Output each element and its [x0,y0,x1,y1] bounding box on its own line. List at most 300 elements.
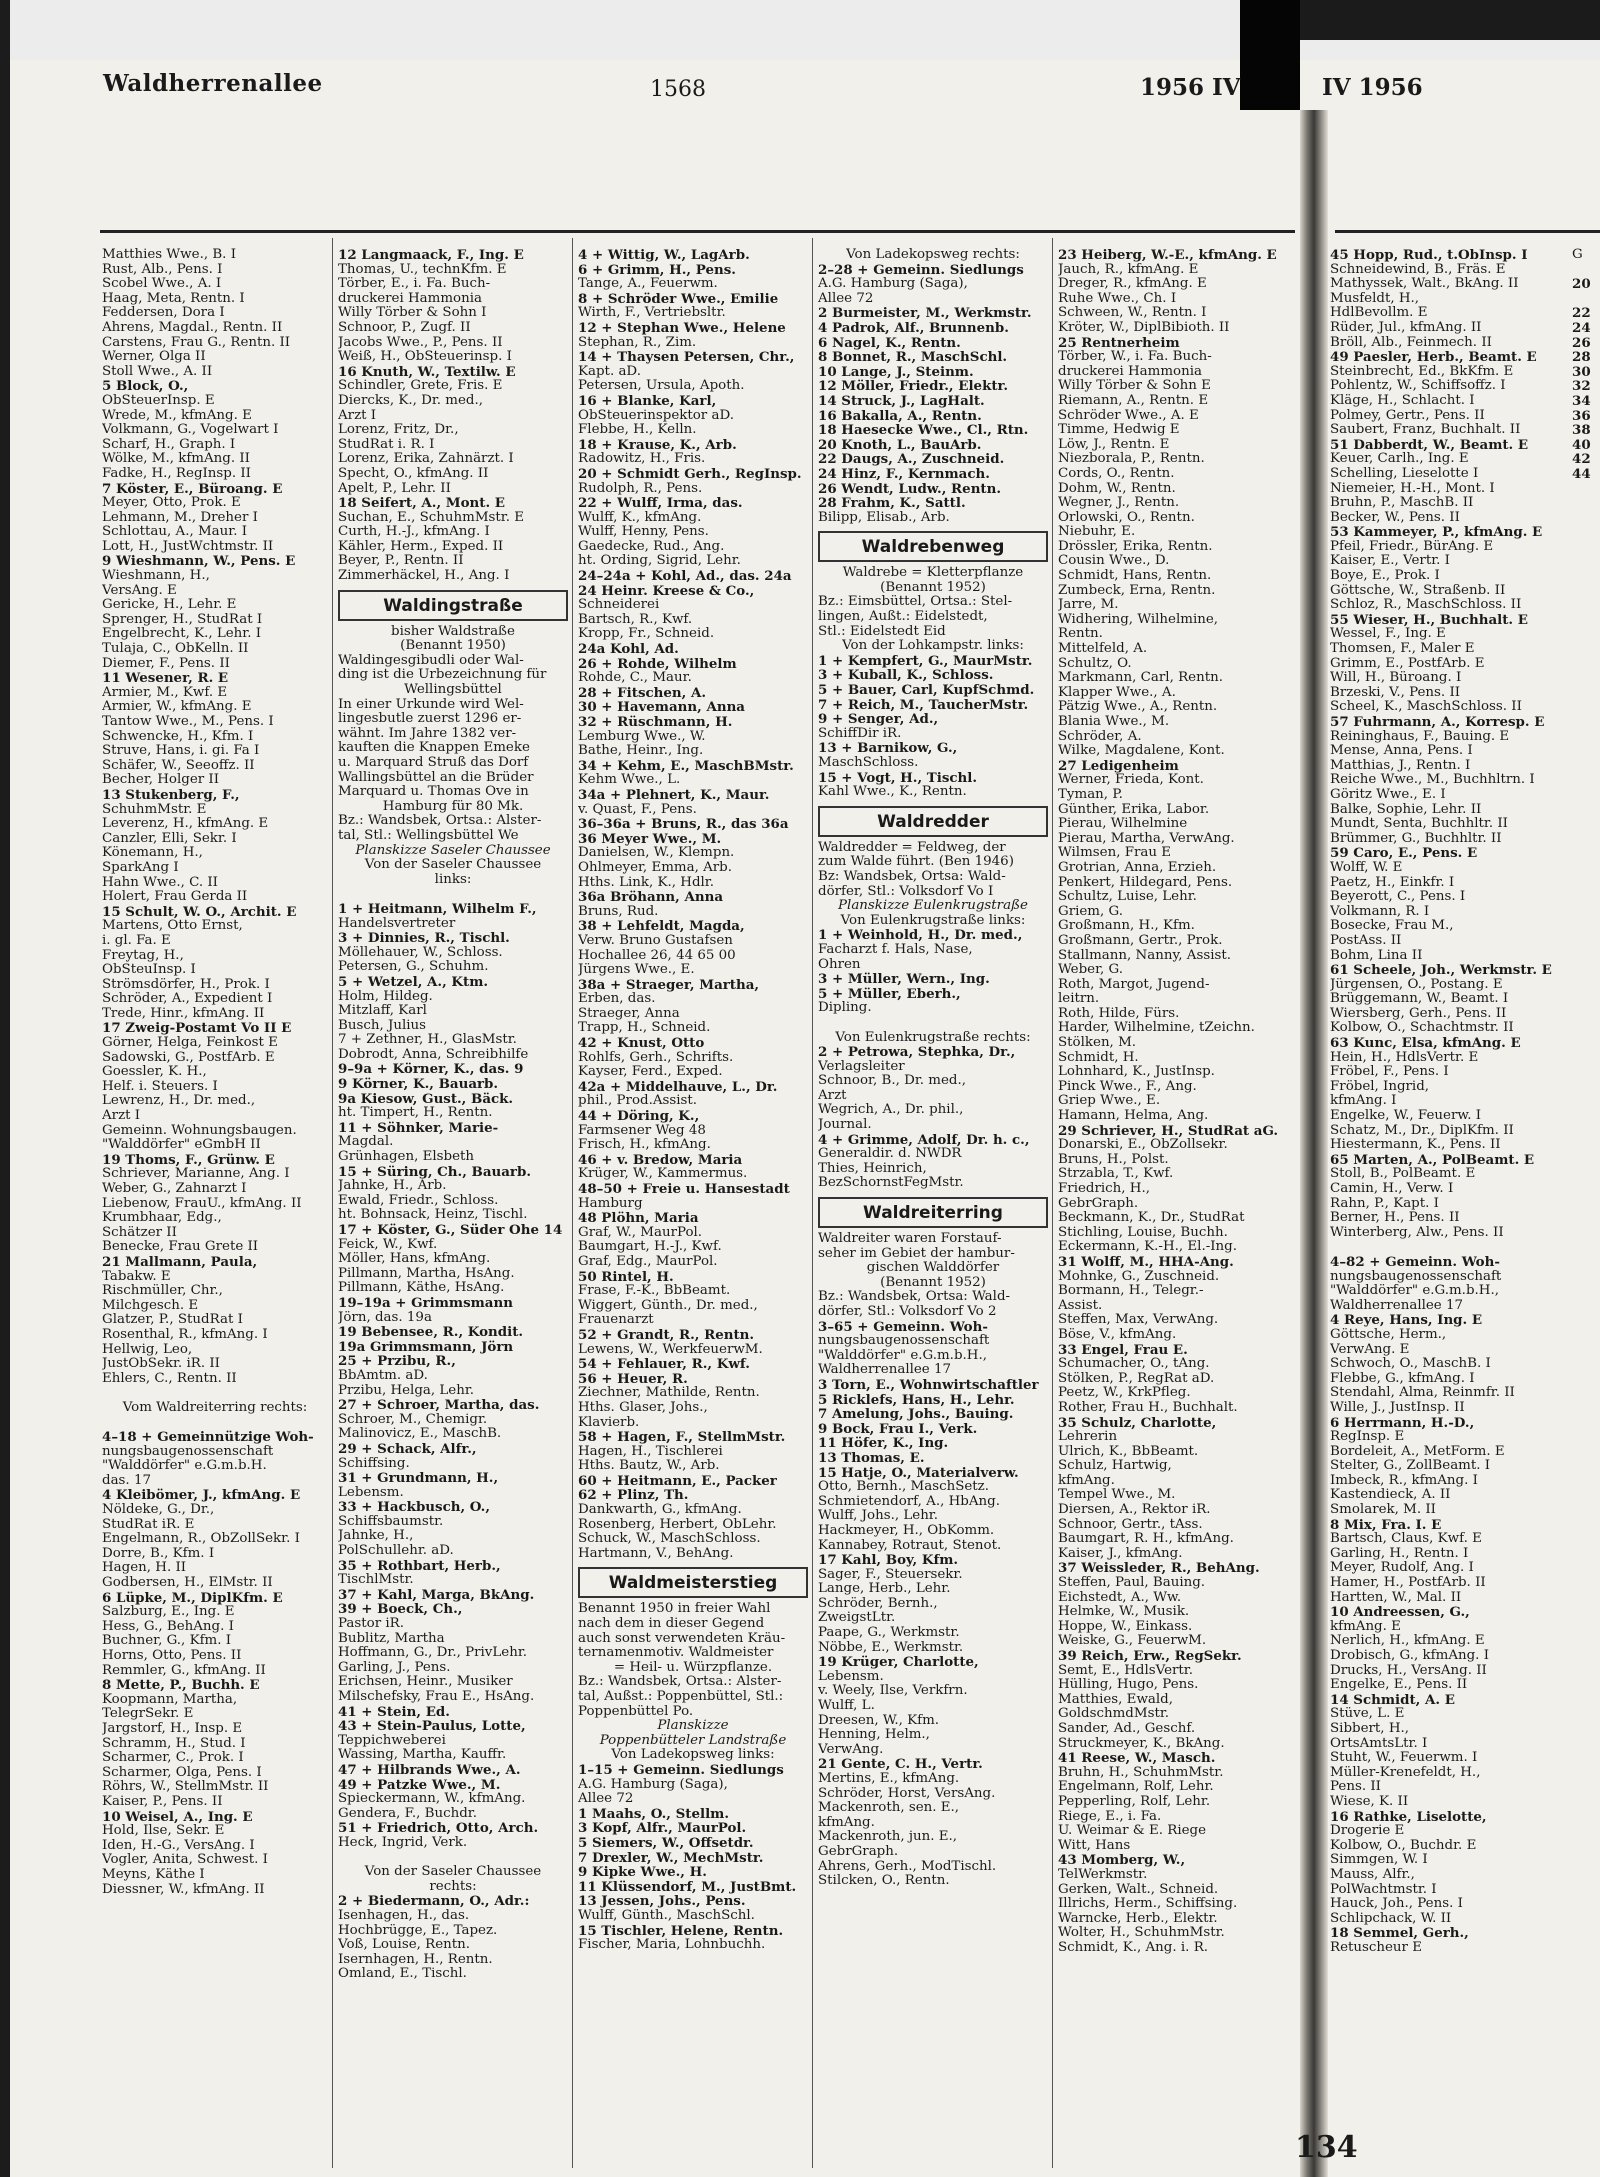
directory-entry: 54 + Fehlauer, R., Kwf. [578,1357,750,1372]
directory-entry: Farmsener Weg 48 [578,1123,706,1138]
directory-entry: 25 Rentnerheim [1058,335,1180,351]
directory-entry: Blania Wwe., M. [1058,715,1170,729]
column-divider [812,238,813,2168]
directory-entry: druckerei Hammonia [1058,364,1203,379]
directory-entry: Leverenz, H., kfmAng. E [102,817,269,832]
directory-entry: 12 Langmaack, F., Ing. E [338,248,524,263]
directory-entry: Hartmann, V., BehAng. [578,1546,734,1561]
directory-entry: Sadowski, G., PostfArb. E [102,1050,275,1065]
directory-column [578,248,808,1953]
directory-entry: JustObSekr. iR. II [102,1357,220,1372]
directory-entry: Kähler, Herm., Exped. II [338,539,504,554]
directory-entry: Lorenz, Fritz, Dr., [338,423,459,438]
directory-entry: 9 + Senger, Ad., [818,712,939,727]
directory-entry: Willy Törber & Sohn I [338,306,487,321]
directory-entry: Bosecke, Frau M., [1330,919,1454,934]
directory-entry: Planskizze [657,1719,729,1734]
directory-entry: Trede, Hinr., kfmAng. II [102,1006,265,1021]
directory-entry: 56 + Heuer, R. [578,1371,688,1387]
directory-entry: Tyman, P. [1058,787,1123,802]
directory-entry: Tantow Wwe., M., Pens. I [102,715,274,729]
directory-entry: Retuscheur E [1330,1940,1422,1955]
directory-entry: Wölke, M., kfmAng. II [102,452,250,467]
directory-entry: Reiche Wwe., M., Buchhltrn. I [1330,773,1535,788]
directory-entry: Otto, Bernh., MaschSetz. [818,1480,989,1495]
directory-entry: Fadke, H., RegInsp. II [102,466,251,481]
directory-entry: Möllehauer, W., Schloss. [338,945,503,960]
directory-entry: 22 + Wulff, Irma, das. [578,496,743,511]
directory-entry: Magdal. [338,1135,394,1150]
directory-entry: 16 Bakalla, A., Rentn. [818,408,982,424]
directory-entry: Frisch, H., kfmAng. [578,1138,711,1153]
directory-entry: Mohnke, G., Zuschneid. [1058,1269,1220,1284]
directory-entry: Helf. i. Steuers. I [102,1079,218,1094]
directory-entry: Wulff, K., kfmAng. [578,510,702,525]
directory-entry: Poppenbüttel Po. [578,1704,694,1719]
directory-entry: 9 Kipke Wwe., H. [578,1865,707,1880]
directory-entry: Becher, Holger II [102,773,220,788]
directory-entry: 17 Zweig-Postamt Vo II E [102,1021,292,1037]
directory-entry: Jargstorf, H., Insp. E [102,1721,243,1736]
directory-entry: 3–65 + Gemeinn. Woh- [818,1319,988,1335]
directory-entry: Widhering, Wilhelmine, [1058,612,1219,627]
running-header-year-right: IV 1956 [1322,74,1423,101]
directory-entry: ObSteuerInsp. E [102,393,215,408]
directory-entry: 2 Burmeister, M., Werkmstr. [818,306,1032,321]
directory-entry: nach dem in dieser Gegend [578,1617,765,1632]
directory-entry: Schriever, Marianne, Ang. I [102,1167,290,1182]
directory-entry: Omland, E., Tischl. [338,1967,467,1982]
directory-entry: Graf, W., MaurPol. [578,1225,703,1240]
directory-entry: Benecke, Frau Grete II [102,1240,259,1255]
directory-entry [1572,263,1600,278]
directory-entry: nungsbaugenossenschaft [818,1334,990,1349]
directory-entry: Volkmann, R. I [1330,904,1430,919]
directory-entry: Apelt, P., Lehr. II [338,481,451,496]
directory-entry: Penkert, Hildegard, Pens. [1058,875,1233,890]
directory-entry: 15 Hatje, O., Materialverw. [818,1465,1019,1481]
directory-entry: 45 Hopp, Rud., t.ObInsp. I [1330,248,1528,263]
directory-entry: Schröder, A., Expedient I [102,992,273,1007]
directory-entry: Specht, O., kfmAng. II [338,466,489,481]
directory-entry: Stendahl, Alma, Reinmfr. II [1330,1386,1515,1401]
directory-entry: kfmAng. I [1330,1094,1397,1109]
directory-entry: Przibu, Helga, Lehr. [338,1383,475,1398]
directory-entry: 37 Weissleder, R., BehAng. [1058,1561,1260,1577]
directory-entry: Malinovicz, E., MaschB. [338,1427,502,1442]
directory-entry: Bathe, Heinr., Ing. [578,744,704,759]
directory-entry: Tabakw. E [102,1269,171,1284]
directory-entry: v. Quast, F., Pens. [578,802,697,817]
directory-entry: zum Walde führt. (Ben 1946) [818,855,1014,870]
directory-entry: Zimmerhäckel, H., Ang. I [338,569,510,584]
directory-entry: 38a + Straeger, Martha, [578,977,760,993]
directory-entry: 36 [1572,408,1591,424]
directory-entry: Stallmann, Nanny, Assist. [1058,948,1231,963]
directory-entry: Kropp, Fr., Schneid. [578,627,715,642]
directory-entry: Pepperling, Rolf, Lehr. [1058,1794,1211,1809]
directory-entry: Zumbeck, Erna, Rentn. [1058,583,1216,598]
directory-entry: Scharmer, Olga, Pens. I [102,1765,262,1780]
directory-entry: RegInsp. E [1330,1430,1405,1445]
directory-entry: Von Ladekopsweg links: [611,1748,775,1763]
directory-entry: 3 Kopf, Alfr., MaurPol. [578,1821,747,1836]
directory-entry: SchiffDir iR. [818,726,902,741]
directory-entry: Kapt. aD. [578,364,641,379]
directory-entry: G [1572,248,1583,262]
directory-column [102,248,328,1897]
directory-entry: 31 + Grundmann, H., [338,1471,499,1486]
directory-entry: SchuhmMstr. E [102,802,207,817]
directory-entry: Beyerott, C., Pens. I [1330,890,1466,905]
directory-entry: Suchan, E., SchuhmMstr. E [338,510,525,525]
header-rule-right [1335,230,1600,233]
column-divider [572,238,573,2168]
directory-entry: 38 + Lehfeldt, Magda, [578,919,745,934]
directory-entry: Generaldir. d. NWDR [818,1147,962,1162]
directory-entry: Arzt I [102,1109,141,1124]
directory-entry: 51 + Friedrich, Otto, Arch. [338,1821,539,1836]
directory-entry: Lewens, W., WerkfeuerwM. [578,1342,763,1357]
directory-entry: 42 [1572,452,1591,467]
directory-entry: 16 Knuth, W., Textilw. E [338,364,516,380]
directory-entry: Kläge, H., Schlacht. I [1330,393,1475,408]
directory-entry: Sager, F., Steuersekr. [818,1567,963,1582]
directory-entry: Dreesen, W., Kfm. [818,1713,940,1728]
directory-entry: Assist. [1058,1298,1103,1313]
directory-entry: Bilipp, Elisab., Arb. [818,510,950,525]
directory-entry: Hagen, H., Tischlerei [578,1444,723,1459]
directory-entry: (Benannt 1950) [400,639,506,654]
directory-entry: Schmietendorf, A., HbAng. [818,1494,1000,1509]
directory-entry: 33 + Hackbusch, O., [338,1500,490,1515]
directory-entry: HdlBevollm. E [1330,306,1428,321]
directory-entry: Löw, J., Rentn. E [1058,437,1170,452]
directory-entry: Schultz, O. [1058,656,1132,671]
directory-entry: 1 + Weinhold, H., Dr. med., [818,928,1023,943]
directory-entry: Von Eulenkrugstraße rechts: [835,1030,1031,1045]
directory-entry: 17 Kahl, Boy, Kfm. [818,1553,959,1568]
directory-entry: 31 Wolff, M., HHA-Ang. [1058,1254,1234,1270]
directory-entry: Scheel, K., MaschSchloss. II [1330,700,1522,715]
directory-entry: Wilmsen, Frau E [1058,846,1172,861]
directory-entry: 1 + Kempfert, G., MaurMstr. [818,653,1033,669]
directory-entry: Becker, W., Pens. II [1330,510,1460,525]
directory-entry: Schindler, Grete, Fris. E [338,379,503,394]
directory-entry: Wallingsbüttel an die Brüder [338,770,534,785]
directory-entry: Koopmann, Martha, [102,1692,238,1707]
directory-entry: Schween, W., Rentn. I [1058,306,1207,321]
directory-entry: Steffen, Paul, Bauing. [1058,1576,1206,1591]
directory-entry: Stilcken, O., Rentn. [818,1874,950,1889]
directory-entry: Planskizze Eulenkrugstraße [838,899,1028,914]
directory-entry: Allee 72 [578,1792,634,1807]
directory-entry: Hoppe, W., Einkass. [1058,1619,1193,1634]
directory-entry: TelegrSekr. E [102,1707,194,1722]
directory-entry: 18 Seifert, A., Mont. E [338,496,505,511]
directory-entry: 11 Wesener, R. E [102,671,229,686]
directory-entry: 43 Momberg, W., [1058,1853,1186,1868]
directory-entry: Mackenroth, sen. E., [818,1801,960,1816]
directory-entry: 35 Schulz, Charlotte, [1058,1415,1217,1431]
directory-entry: Mundt, Senta, Buchhltr. II [1330,817,1508,832]
directory-entry: 18 + Krause, K., Arb. [578,437,737,453]
directory-entry: Nerlich, H., kfmAng. E [1330,1634,1485,1649]
directory-entry: U. Weimar & E. Riege [1058,1824,1207,1839]
directory-entry [818,1016,1048,1031]
directory-entry: 9a Kiesow, Gust., Bäck. [338,1091,514,1107]
directory-entry: Vom Waldreiterring rechts: [122,1400,308,1415]
directory-entry: Arzt [818,1088,847,1103]
directory-entry: Engelke, W., Feuerw. I [1330,1109,1482,1124]
directory-entry: Pinck Wwe., F., Ang. [1058,1079,1197,1094]
directory-entry: Wolff, W. E [1330,860,1403,875]
directory-entry: Verw. Bruno Gustafsen [578,933,733,948]
directory-entry: 4–82 + Gemeinn. Woh- [1330,1254,1500,1270]
scan-top-dark [1300,0,1600,40]
directory-entry: Lewrenz, H., Dr. med., [102,1094,256,1109]
directory-entry: PostAss. II [1330,933,1402,948]
directory-entry: leitrn. [1058,992,1100,1007]
directory-entry: 41 + Stein, Ed. [338,1704,450,1720]
directory-entry: Scharf, H., Graph. I [102,437,236,452]
directory-entry: Petersen, Ursula, Apoth. [578,379,745,394]
directory-entry: OrtsAmtsLtr. I [1330,1736,1428,1751]
directory-entry: Hauck, Joh., Pens. I [1330,1897,1463,1912]
directory-entry: 10 Weisel, A., Ing. E [102,1809,253,1825]
directory-entry: Schelling, Lieselotte I [1330,466,1479,481]
directory-entry: Holm, Hildeg. [338,989,433,1004]
directory-entry: Wieshmann, H., [102,569,210,584]
directory-entry: ding ist die Urbezeichnung für [338,668,547,683]
directory-entry: auch sonst verwendeten Kräu- [578,1631,786,1646]
directory-entry: 14 Struck, J., LagHalt. [818,393,985,409]
directory-entry: Horns, Otto, Pens. II [102,1649,242,1663]
directory-entry: 1–15 + Gemeinn. Siedlungs [578,1762,784,1778]
directory-entry: Diessner, W., kfmAng. II [102,1882,265,1897]
directory-entry: 42 + Knust, Otto [578,1036,705,1051]
directory-entry: Bröll, Alb., Feinmech. II [1330,335,1492,350]
directory-entry: Schnoor, B., Dr. med., [818,1074,966,1089]
directory-entry: TelWerkmstr. [1058,1867,1148,1882]
directory-entry: Salzburg, E., Ing. E [102,1605,235,1620]
directory-entry: Ziechner, Mathilde, Rentn. [578,1386,760,1401]
directory-entry: Milchgesch. E [102,1298,199,1313]
directory-entry: Schultz, Luise, Lehr. [1058,890,1197,905]
directory-entry: Scobel Wwe., A. I [102,277,222,292]
directory-entry: Meyer, Otto, Prok. E [102,496,241,511]
directory-entry: Waldherrenallee 17 [818,1363,952,1378]
directory-entry: 19–19a + Grimmsmann [338,1295,513,1311]
directory-entry: Werner, Olga II [102,350,206,365]
directory-entry: Rohde, C., Maur. [578,671,692,686]
directory-entry: 7 Köster, E., Büroang. E [102,481,283,497]
directory-entry: Sibbert, H., [1330,1721,1410,1736]
directory-entry: Lemburg Wwe., W. [578,729,706,744]
directory-entry: 3 Torn, E., Wohnwirtschaftler [818,1377,1039,1393]
directory-entry: Hahn Wwe., C. II [102,875,218,890]
directory-entry: 19 Thoms, F., Grünw. E [102,1152,275,1168]
directory-entry: Godbersen, H., ElMstr. II [102,1576,273,1591]
directory-entry: Bruhn, P., MaschB. II [1330,496,1474,511]
directory-entry: Hamer, H., PostfArb. II [1330,1576,1486,1591]
directory-entry: Jahnke, H., Arb. [338,1179,447,1194]
directory-entry: (Benannt 1952) [880,1275,986,1290]
directory-entry: Mertins, E., kfmAng. [818,1772,960,1786]
directory-entry: Liebenow, FrauU., kfmAng. II [102,1196,302,1211]
directory-entry: Schröder, A. [1058,729,1142,744]
directory-entry: Schwencke, H., Kfm. I [102,729,254,744]
directory-entry: Feddersen, Dora I [102,306,225,321]
directory-entry: Hein, H., HdlsVertr. E [1330,1050,1479,1065]
directory-entry: Wegrich, A., Dr. phil., [818,1103,964,1118]
directory-entry: kfmAng. [1058,1473,1115,1488]
directory-entry: Teppichweberei [338,1733,446,1748]
directory-entry: Danielsen, W., Klempn. [578,846,735,861]
directory-entry: Diersen, A., Rektor iR. [1058,1503,1211,1518]
directory-entry: Verlagsleiter [818,1059,905,1074]
directory-entry: Jürgensen, O., Postang. E [1330,977,1503,992]
directory-entry: Schatz, M., Dr., DiplKfm. II [1330,1123,1514,1138]
directory-entry: Drössler, Erika, Rentn. [1058,539,1213,554]
directory-entry: 18 Haesecke Wwe., Cl., Rtn. [818,423,1029,438]
directory-entry: 26 Wendt, Ludw., Rentn. [818,481,1002,497]
directory-entry: 8 Mix, Fra. I. E [1330,1517,1442,1533]
directory-entry: Pillmann, Käthe, HsAng. [338,1281,505,1296]
directory-entry: 15 + Süring, Ch., Bauarb. [338,1164,532,1180]
directory-entry: Pierau, Wilhelmine [1058,817,1188,832]
directory-entry: Heck, Ingrid, Verk. [338,1835,468,1850]
directory-entry: 28 Frahm, K., Sattl. [818,496,966,511]
street-section-heading: Waldreiterring [818,1197,1048,1228]
directory-entry: Wulff, Günth., MaschSchl. [578,1908,755,1923]
directory-entry: Gerken, Walt., Schneid. [1058,1882,1219,1897]
directory-entry: 28 [1572,350,1591,365]
directory-entry: Törber, E., i. Fa. Buch- [338,277,491,292]
directory-entry: Struve, Hans, i. gi. Fa I [102,744,260,759]
directory-entry: Bz.: Wandsbek, Ortsa: Wald- [818,1290,1011,1305]
directory-entry: Beckmann, K., Dr., StudRat [1058,1211,1245,1226]
directory-entry: Weber, G., Zahnarzt I [102,1182,247,1196]
directory-entry: 36 Meyer Wwe., M. [578,831,722,847]
directory-entry: Kannabey, Rotraut, Stenot. [818,1538,1002,1553]
directory-entry: 26 [1572,335,1591,351]
directory-entry: Von der Saseler Chaussee [364,1865,542,1880]
directory-entry: Ahrens, Gerh., ModTischl. [818,1859,997,1874]
street-section-heading: Waldmeisterstieg [578,1567,808,1598]
directory-entry: Tulaja, C., ObKelln. II [102,642,249,657]
directory-entry: Von der Saseler Chaussee [364,858,542,873]
directory-entry: Dorre, B., Kfm. I [102,1546,215,1561]
directory-entry: Musfeldt, H., [1330,291,1420,306]
directory-entry: rechts: [429,1879,477,1894]
directory-entry: Facharzt f. Hals, Nase, [818,942,973,957]
directory-entry: Schramm, H., Stud. I [102,1736,246,1751]
directory-entry: Berner, H., Pens. II [1330,1211,1460,1226]
directory-entry: Cousin Wwe., D. [1058,554,1170,569]
directory-entry: VerwAng. E [1330,1342,1410,1357]
directory-entry: 4 Kleibömer, J., kfmAng. E [102,1488,301,1504]
directory-entry: druckerei Hammonia [338,291,483,306]
directory-entry: Kolbow, O., Schachtmstr. II [1330,1021,1514,1036]
directory-entry: Bz.: Wandsbek, Ortsa.: Alster- [578,1675,782,1690]
directory-entry: = Heil- u. Würzpflanze. [613,1660,773,1675]
directory-entry: 3 + Müller, Wern., Ing. [818,972,990,987]
directory-entry [1330,1240,1560,1255]
directory-entry: Lehrerin [1058,1430,1118,1445]
directory-entry: Petersen, G., Schuhm. [338,960,489,975]
directory-entry: Pierau, Martha, VerwAng. [1058,831,1235,846]
directory-entry: Dipling. [818,1001,872,1016]
directory-entry: Matthias, J., Rentn. I [1330,758,1471,773]
directory-entry: Schröder, Horst, VersAng. [818,1786,996,1801]
directory-entry: 30 + Havemann, Anna [578,700,745,715]
directory-entry: Bormann, H., Telegr.- [1058,1284,1204,1299]
scan-binding-shadow [1240,0,1300,110]
book-spine [1300,110,1328,2177]
directory-entry: Wiggert, Günth., Dr. med., [578,1298,758,1313]
directory-entry: Von der Lohkampstr. links: [842,639,1024,654]
directory-entry: 7 Amelung, Johs., Bauing. [818,1407,1014,1422]
directory-entry: Ehlers, C., Rentn. II [102,1371,237,1386]
directory-entry: Mathyssek, Walt., BkAng. II [1330,277,1519,292]
directory-entry: 10 Andreessen, G., [1330,1605,1470,1620]
directory-entry: Kaiser, J., kfmAng. [1058,1546,1183,1561]
directory-entry: tal, Außst.: Poppenbüttel, Stl.: [578,1690,784,1704]
directory-entry [102,1386,328,1401]
directory-entry: Schäfer, W., Seeoffz. II [102,758,255,773]
directory-entry: Bartsch, Claus, Kwf. E [1330,1532,1482,1547]
directory-entry: Thomsen, F., Maler E [1330,642,1475,657]
directory-entry: 22 [1572,306,1591,321]
directory-entry: Isenhagen, H., das. [338,1908,470,1923]
directory-entry: Lott, H., JustWchtmstr. II [102,539,274,554]
directory-entry: A.G. Hamburg (Saga), [818,277,968,292]
directory-entry: Hamann, Helma, Ang. [1058,1109,1209,1124]
directory-entry: 29 Schriever, H., StudRat aG. [1058,1123,1279,1139]
directory-entry: 44 [1572,466,1591,482]
directory-entry: 11 + Söhnker, Marie- [338,1120,499,1136]
directory-entry: Bartsch, R., Kwf. [578,612,693,627]
directory-entry: Struckmeyer, K., BkAng. [1058,1736,1225,1751]
directory-entry: Planskizze Saseler Chaussee [355,843,551,858]
directory-entry: 32 [1572,379,1591,394]
directory-entry: Roth, Margot, Jugend- [1058,977,1210,992]
directory-entry: Ahrens, Magdal., Rentn. II [102,320,283,335]
directory-entry: Waldrebe = Kletterpflanze [842,566,1024,581]
directory-entry [1572,292,1600,307]
directory-entry: Camin, H., Verw. I [1330,1182,1454,1196]
directory-entry: Ohlmeyer, Emma, Arb. [578,860,733,875]
directory-entry: bisher Waldstraße [391,624,515,639]
directory-entry: Hold, Ilse, Sekr. E [102,1824,225,1839]
directory-entry: 65 Marten, A., PolBeamt. E [1330,1152,1535,1168]
directory-entry: Göttsche, W., Straßenb. II [1330,583,1506,598]
column-divider [1052,238,1053,2168]
directory-entry: Feick, W., Kwf. [338,1237,438,1252]
directory-entry: Semt, E., HdlsVertr. [1058,1663,1193,1678]
directory-entry: 49 Paesler, Herb., Beamt. E [1330,350,1537,365]
directory-entry: Hths. Bautz, W., Arb. [578,1459,720,1474]
directory-entry: Wessel, F., Ing. E [1330,627,1446,642]
directory-entry: Haag, Meta, Rentn. I [102,291,245,306]
directory-entry: Hamburg [578,1196,643,1211]
directory-entry: Bruhn, H., SchuhmMstr. [1058,1765,1224,1780]
directory-entry: Ewald, Friedr., Schloss. [338,1193,499,1208]
directory-entry: i. gl. Fa. E [102,933,171,948]
street-section-heading: Waldingstraße [338,590,568,621]
directory-entry: kfmAng. E [1330,1619,1401,1634]
